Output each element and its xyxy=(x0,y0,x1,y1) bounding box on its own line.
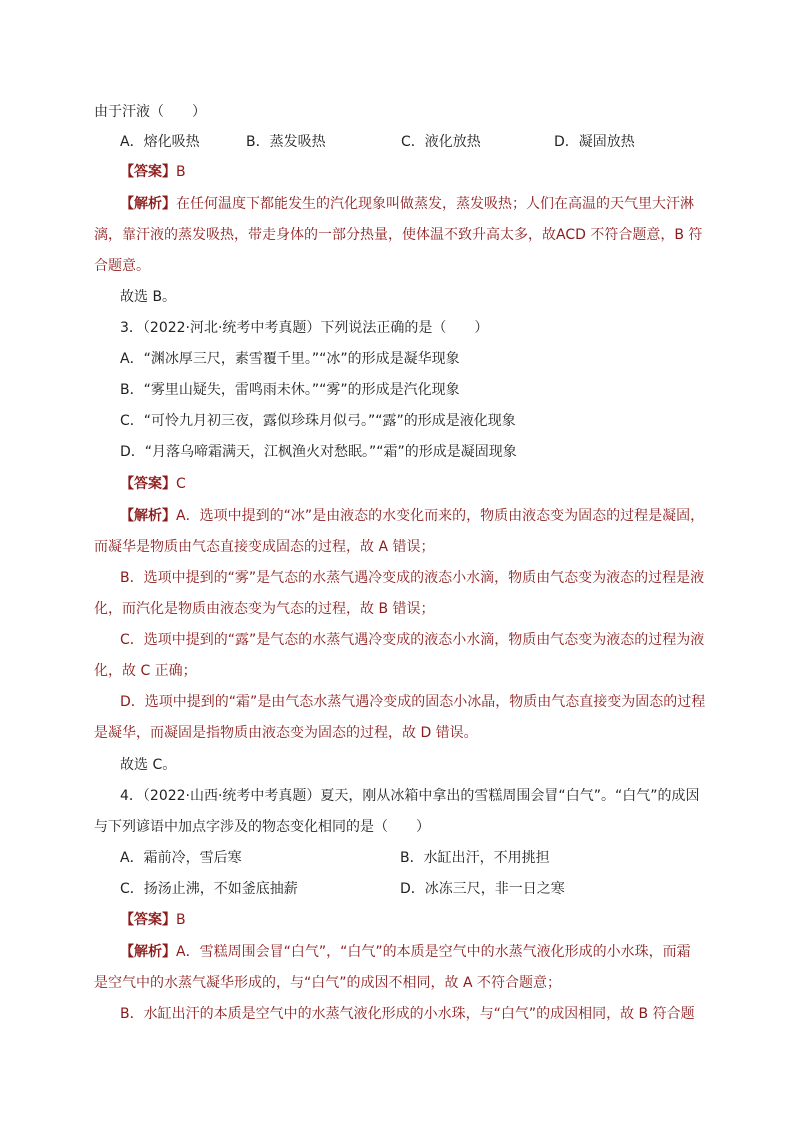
answer-value: B xyxy=(176,912,186,928)
q2-option-d: D．凝固放热 xyxy=(554,134,635,150)
q2-analysis-line: 合题意。 xyxy=(94,258,150,274)
q3-option-d: D．“月落乌啼霜满天，江枫渔火对愁眠。”“霜”的形成是凝固现象 xyxy=(120,444,517,460)
q3-analysis-line: 化，而汽化是物质由液态变为气态的过程，故 B 错误； xyxy=(94,601,435,617)
q3-analysis-line: 而凝华是物质由气态直接变成固态的过程，故 A 错误； xyxy=(94,539,435,555)
answer-value: B xyxy=(176,164,186,180)
q3-analysis-line: 化，故 C 正确； xyxy=(94,663,197,679)
q3-analysis-line xyxy=(120,504,706,528)
analysis-text: A．雪糕周围会冒“白气”，“白气”的本质是空气中的水蒸气液化形成的小水珠，而霜 xyxy=(176,944,691,960)
q4-answer xyxy=(120,908,706,932)
q4-analysis-line: 是空气中的水蒸气凝华形成的，与“白气”的成因不相同，故 A 不符合题意； xyxy=(94,975,561,991)
analysis-text: A．选项中提到的“冰”是由液态的水变化而来的，物质由液态变为固态的过程是凝固， xyxy=(176,508,705,524)
q3-option-a: A．“渊冰厚三尺，素雪覆千里。”“冰”的形成是凝华现象 xyxy=(120,351,460,367)
answer-label: 【答案】 xyxy=(120,164,176,180)
q3-stem: 3．（2022·河北·统考中考真题）下列说法正确的是（ ） xyxy=(120,320,489,336)
q2-option-b: B．蒸发吸热 xyxy=(246,134,326,150)
q2-option-c: C．液化放热 xyxy=(401,134,481,150)
q4-stem-line: 4．（2022·山西·统考中考真题）夏天，刚从冰箱中拿出的雪糕周围会冒“白气”。“白气”的成因 xyxy=(120,788,700,804)
answer-label: 【答案】 xyxy=(120,912,176,928)
q4-options-row xyxy=(120,846,706,870)
q3-analysis-line: 是凝华，而凝固是指物质由液态变为固态的过程，故 D 错误。 xyxy=(94,725,478,741)
q2-analysis-line xyxy=(120,192,706,216)
q3-option-c: C．“可怜九月初三夜，露似珍珠月似弓。”“露”的形成是液化现象 xyxy=(120,413,516,429)
q3-answer xyxy=(120,472,706,496)
answer-label: 【答案】 xyxy=(120,476,176,492)
analysis-label: 【解析】 xyxy=(120,508,176,524)
q2-stem-tail: 由于汗液（ ） xyxy=(94,104,206,120)
q2-analysis-line: 漓，靠汗液的蒸发吸热，带走身体的一部分热量，使体温不致升高太多，故ACD 不符合题意，B 符 xyxy=(94,227,703,243)
analysis-label: 【解析】 xyxy=(120,944,176,960)
analysis-text: 在任何温度下都能发生的汽化现象叫做蒸发，蒸发吸热；人们在高温的天气里大汗淋 xyxy=(176,196,694,212)
q4-options-row xyxy=(120,877,706,901)
q4-stem-line: 与下列谚语中加点字涉及的物态变化相同的是（ ） xyxy=(94,819,430,835)
q3-option-b: B．“雾里山疑失，雷鸣雨未休。”“雾”的形成是汽化现象 xyxy=(120,382,460,398)
q3-analysis-line: C．选项中提到的“露”是气态的水蒸气遇冷变成的液态小水滴，物质由气态变为液态的过程为液 xyxy=(120,632,705,648)
q4-option-c: C．扬汤止沸，不如釜底抽薪 xyxy=(120,881,298,897)
q2-option-a: A．熔化吸热 xyxy=(120,134,200,150)
q3-analysis-line: D．选项中提到的“霜”是由气态水蒸气遇冷变成的固态小冰晶，物质由气态直接变为固态的过程 xyxy=(120,694,706,710)
q4-option-a: A．霜前冷，雪后寒 xyxy=(120,850,242,866)
q4-analysis-line xyxy=(120,940,706,964)
q4-analysis-line: B．水缸出汗的本质是空气中的水蒸气液化形成的小水珠，与“白气”的成因相同，故 B 符合题 xyxy=(120,1006,695,1022)
q4-option-d: D．冰冻三尺，非一日之寒 xyxy=(400,881,565,897)
q2-options xyxy=(120,130,706,154)
q3-analysis-line: B．选项中提到的“雾”是气态的水蒸气遇冷变成的液态小水滴，物质由气态变为液态的过程是液 xyxy=(120,570,705,586)
q2-conclusion: 故选 B。 xyxy=(120,289,177,305)
q4-option-b: B．水缸出汗，不用挑担 xyxy=(400,850,550,866)
q3-conclusion: 故选 C。 xyxy=(120,757,177,773)
analysis-label: 【解析】 xyxy=(120,196,176,212)
q2-answer xyxy=(120,160,706,184)
answer-value: C xyxy=(176,476,186,492)
